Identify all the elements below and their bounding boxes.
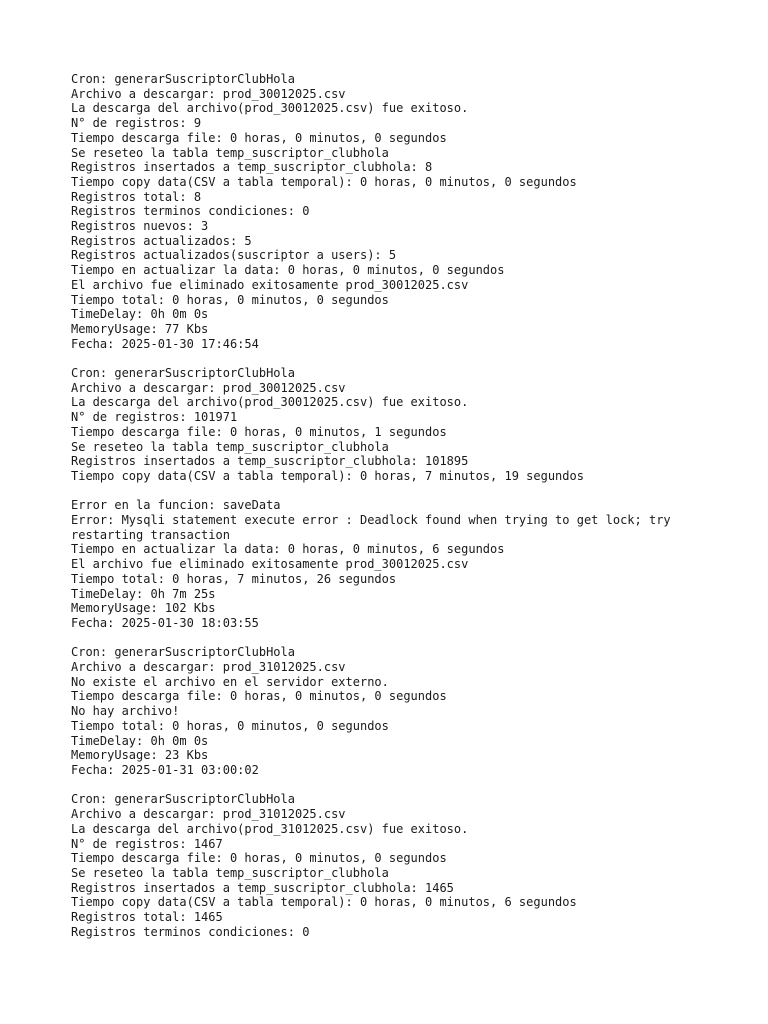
- log-line: Registros actualizados(suscriptor a users): 5: [71, 248, 397, 263]
- log-line: TimeDelay: 0h 7m 25s: [71, 586, 216, 601]
- log-line: Archivo a descargar: prod_31012025.csv: [71, 807, 346, 822]
- log-line: El archivo fue eliminado exitosamente prod_30012025.csv: [71, 557, 469, 572]
- log-line: Archivo a descargar: prod_31012025.csv: [71, 660, 346, 675]
- log-line: No hay archivo!: [71, 704, 180, 719]
- log-entry-3: [71, 645, 711, 777]
- log-line: N° de registros: 1467: [71, 836, 223, 851]
- log-line: Tiempo descarga file: 0 horas, 0 minutos, 1 segundos: [71, 424, 447, 439]
- log-line: Archivo a descargar: prod_30012025.csv: [71, 380, 346, 395]
- log-line: Tiempo descarga file: 0 horas, 0 minutos, 0 segundos: [71, 130, 447, 145]
- log-line: N° de registros: 9: [71, 116, 202, 131]
- log-line: La descarga del archivo(prod_31012025.csv) fue exitoso.: [71, 821, 469, 836]
- log-line: Archivo a descargar: prod_30012025.csv: [71, 86, 346, 101]
- log-entry-4: [71, 792, 711, 939]
- log-line: Registros total: 8: [71, 189, 202, 204]
- log-line: Fecha: 2025-01-30 18:03:55: [71, 615, 259, 630]
- log-line: MemoryUsage: 23 Kbs: [71, 748, 209, 763]
- log-line: Registros nuevos: 3: [71, 219, 209, 234]
- log-line: Cron: generarSuscriptorClubHola: [71, 645, 295, 660]
- log-line: Registros terminos condiciones: 0: [71, 204, 310, 219]
- log-line: Tiempo copy data(CSV a tabla temporal): 0 horas, 0 minutos, 6 segundos: [71, 895, 577, 910]
- log-line: Registros insertados a temp_suscriptor_clubhola: 101895: [71, 454, 469, 469]
- log-line: Registros insertados a temp_suscriptor_clubhola: 8: [71, 160, 433, 175]
- log-line: Registros terminos condiciones: 0: [71, 924, 310, 939]
- log-line: Se reseteo la tabla temp_suscriptor_clubhola: [71, 145, 389, 160]
- log-line: Tiempo en actualizar la data: 0 horas, 0 minutos, 6 segundos: [71, 542, 505, 557]
- log-line: Registros total: 1465: [71, 910, 223, 925]
- log-line: Tiempo descarga file: 0 horas, 0 minutos, 0 segundos: [71, 851, 447, 866]
- log-line: Fecha: 2025-01-31 03:00:02: [71, 763, 259, 777]
- log-entry-1: [71, 72, 711, 351]
- log-line: N° de registros: 101971: [71, 410, 238, 425]
- log-line: Tiempo total: 0 horas, 7 minutos, 26 segundos: [71, 571, 397, 586]
- log-line: Se reseteo la tabla temp_suscriptor_clubhola: [71, 439, 389, 454]
- log-line: Cron: generarSuscriptorClubHola: [71, 72, 295, 86]
- log-line: Se reseteo la tabla temp_suscriptor_clubhola: [71, 865, 389, 880]
- log-line: Tiempo total: 0 horas, 0 minutos, 0 segundos: [71, 718, 389, 733]
- log-line: TimeDelay: 0h 0m 0s: [71, 307, 209, 322]
- log-line: Tiempo descarga file: 0 horas, 0 minutos, 0 segundos: [71, 689, 447, 704]
- log-line: Cron: generarSuscriptorClubHola: [71, 792, 295, 807]
- log-document: [71, 72, 711, 954]
- log-error-line: Error en la funcion: saveData: [71, 498, 281, 513]
- log-line: Cron: generarSuscriptorClubHola: [71, 366, 295, 381]
- log-line: MemoryUsage: 102 Kbs: [71, 601, 216, 616]
- log-line: MemoryUsage: 77 Kbs: [71, 321, 209, 336]
- log-entry-2: [71, 366, 711, 631]
- log-line: Tiempo en actualizar la data: 0 horas, 0 minutos, 0 segundos: [71, 263, 505, 278]
- log-line: Fecha: 2025-01-30 17:46:54: [71, 336, 259, 351]
- log-line: TimeDelay: 0h 0m 0s: [71, 733, 209, 748]
- log-line: Registros insertados a temp_suscriptor_clubhola: 1465: [71, 880, 454, 895]
- log-line: La descarga del archivo(prod_30012025.csv) fue exitoso.: [71, 101, 469, 116]
- log-line: Tiempo copy data(CSV a tabla temporal): 0 horas, 7 minutos, 19 segundos: [71, 468, 584, 483]
- log-line: No existe el archivo en el servidor externo.: [71, 674, 389, 689]
- log-line: La descarga del archivo(prod_30012025.csv) fue exitoso.: [71, 395, 469, 410]
- log-error-line: Error: Mysqli statement execute error : Deadlock found when trying to get lock; try restarting transaction: [71, 513, 678, 542]
- log-blank-line: [71, 484, 711, 499]
- log-line: Registros actualizados: 5: [71, 233, 252, 248]
- log-line: Tiempo copy data(CSV a tabla temporal): 0 horas, 0 minutos, 0 segundos: [71, 174, 577, 189]
- log-line: El archivo fue eliminado exitosamente prod_30012025.csv: [71, 277, 469, 292]
- log-line: Tiempo total: 0 horas, 0 minutos, 0 segundos: [71, 292, 389, 307]
